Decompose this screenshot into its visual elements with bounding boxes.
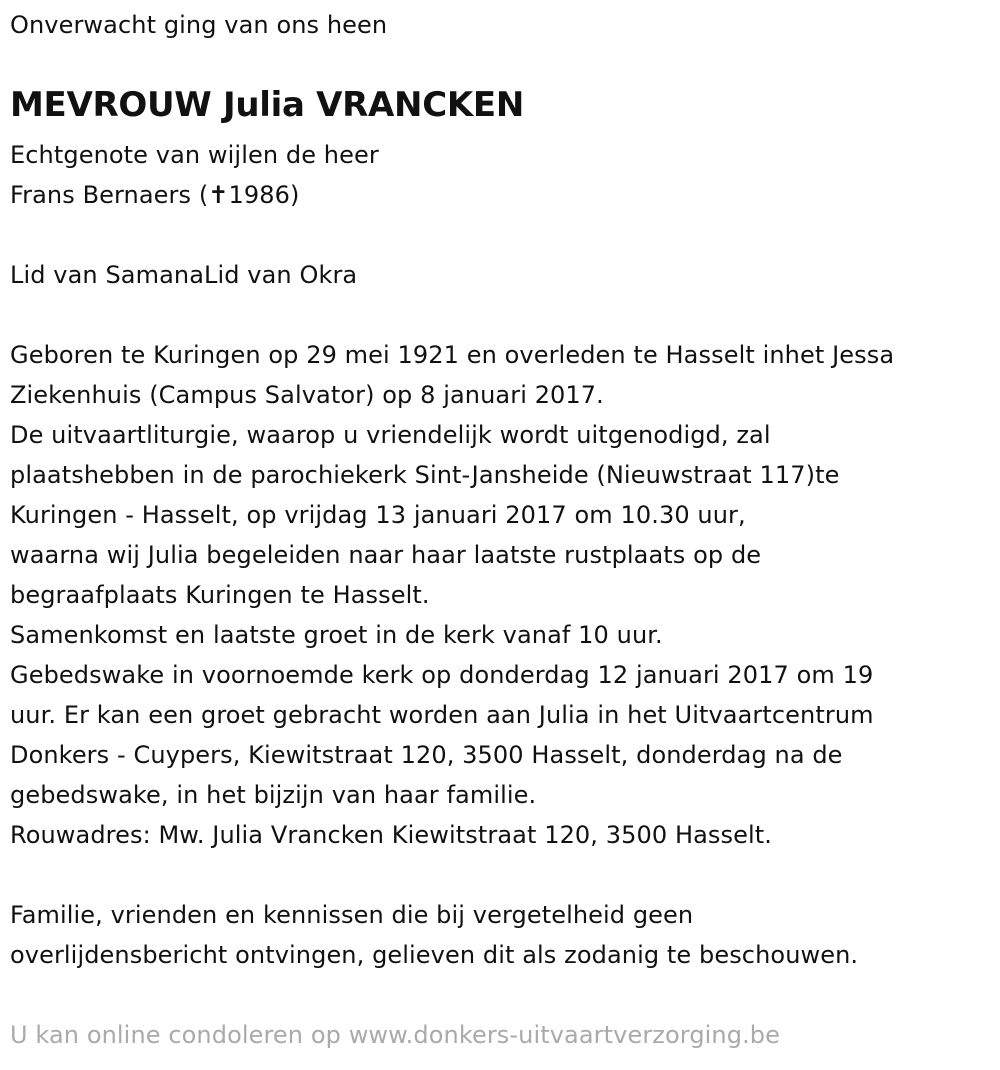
closing-line: overlijdensbericht ontvingen, gelieven dit als zodanig te beschouwen.	[10, 941, 859, 969]
closing-line: Familie, vrienden en kennissen die bij vergetelheid geen	[10, 901, 694, 929]
body-line: Ziekenhuis (Campus Salvator) op 8 januari 2017.	[10, 381, 604, 409]
body-line: Rouwadres: Mw. Julia Vrancken Kiewitstraat 120, 3500 Hasselt.	[10, 821, 773, 849]
condolence-link-text: U kan online condoleren op www.donkers-uitvaartverzorging.be	[10, 1021, 780, 1049]
obituary-document	[10, 5, 995, 1055]
spacer	[10, 295, 995, 335]
body-line: De uitvaartliturgie, waarop u vriendelijk wordt uitgenodigd, zal	[10, 421, 771, 449]
body-line: begraafplaats Kuringen te Hasselt.	[10, 581, 430, 609]
body-line: gebedswake, in het bijzijn van haar familie.	[10, 781, 537, 809]
intro-text: Onverwacht ging van ons heen	[10, 11, 388, 39]
body-line: Gebedswake in voornoemde kerk op donderdag 12 januari 2017 om 19	[10, 661, 874, 689]
spacer	[10, 215, 995, 255]
body-line: Samenkomst en laatste groet in de kerk vanaf 10 uur.	[10, 621, 663, 649]
memberships: Lid van SamanaLid van Okra	[10, 261, 358, 289]
body-line: Donkers - Cuypers, Kiewitstraat 120, 3500 Hasselt, donderdag na de	[10, 741, 843, 769]
spouse-line: Frans Bernaers (✝1986)	[10, 181, 300, 209]
deceased-name: MEVROUW Julia VRANCKEN	[10, 85, 524, 125]
spacer	[10, 975, 995, 1015]
spouse-line: Echtgenote van wijlen de heer	[10, 141, 379, 169]
body-line: plaatshebben in de parochiekerk Sint-Jansheide (Nieuwstraat 117)te	[10, 461, 840, 489]
body-line: Kuringen - Hasselt, op vrijdag 13 januari 2017 om 10.30 uur,	[10, 501, 746, 529]
body-line: waarna wij Julia begeleiden naar haar laatste rustplaats op de	[10, 541, 762, 569]
body-line: Geboren te Kuringen op 29 mei 1921 en overleden te Hasselt inhet Jessa	[10, 341, 895, 369]
body-line: uur. Er kan een groet gebracht worden aan Julia in het Uitvaartcentrum	[10, 701, 874, 729]
spacer	[10, 855, 995, 895]
spacer	[10, 45, 995, 85]
